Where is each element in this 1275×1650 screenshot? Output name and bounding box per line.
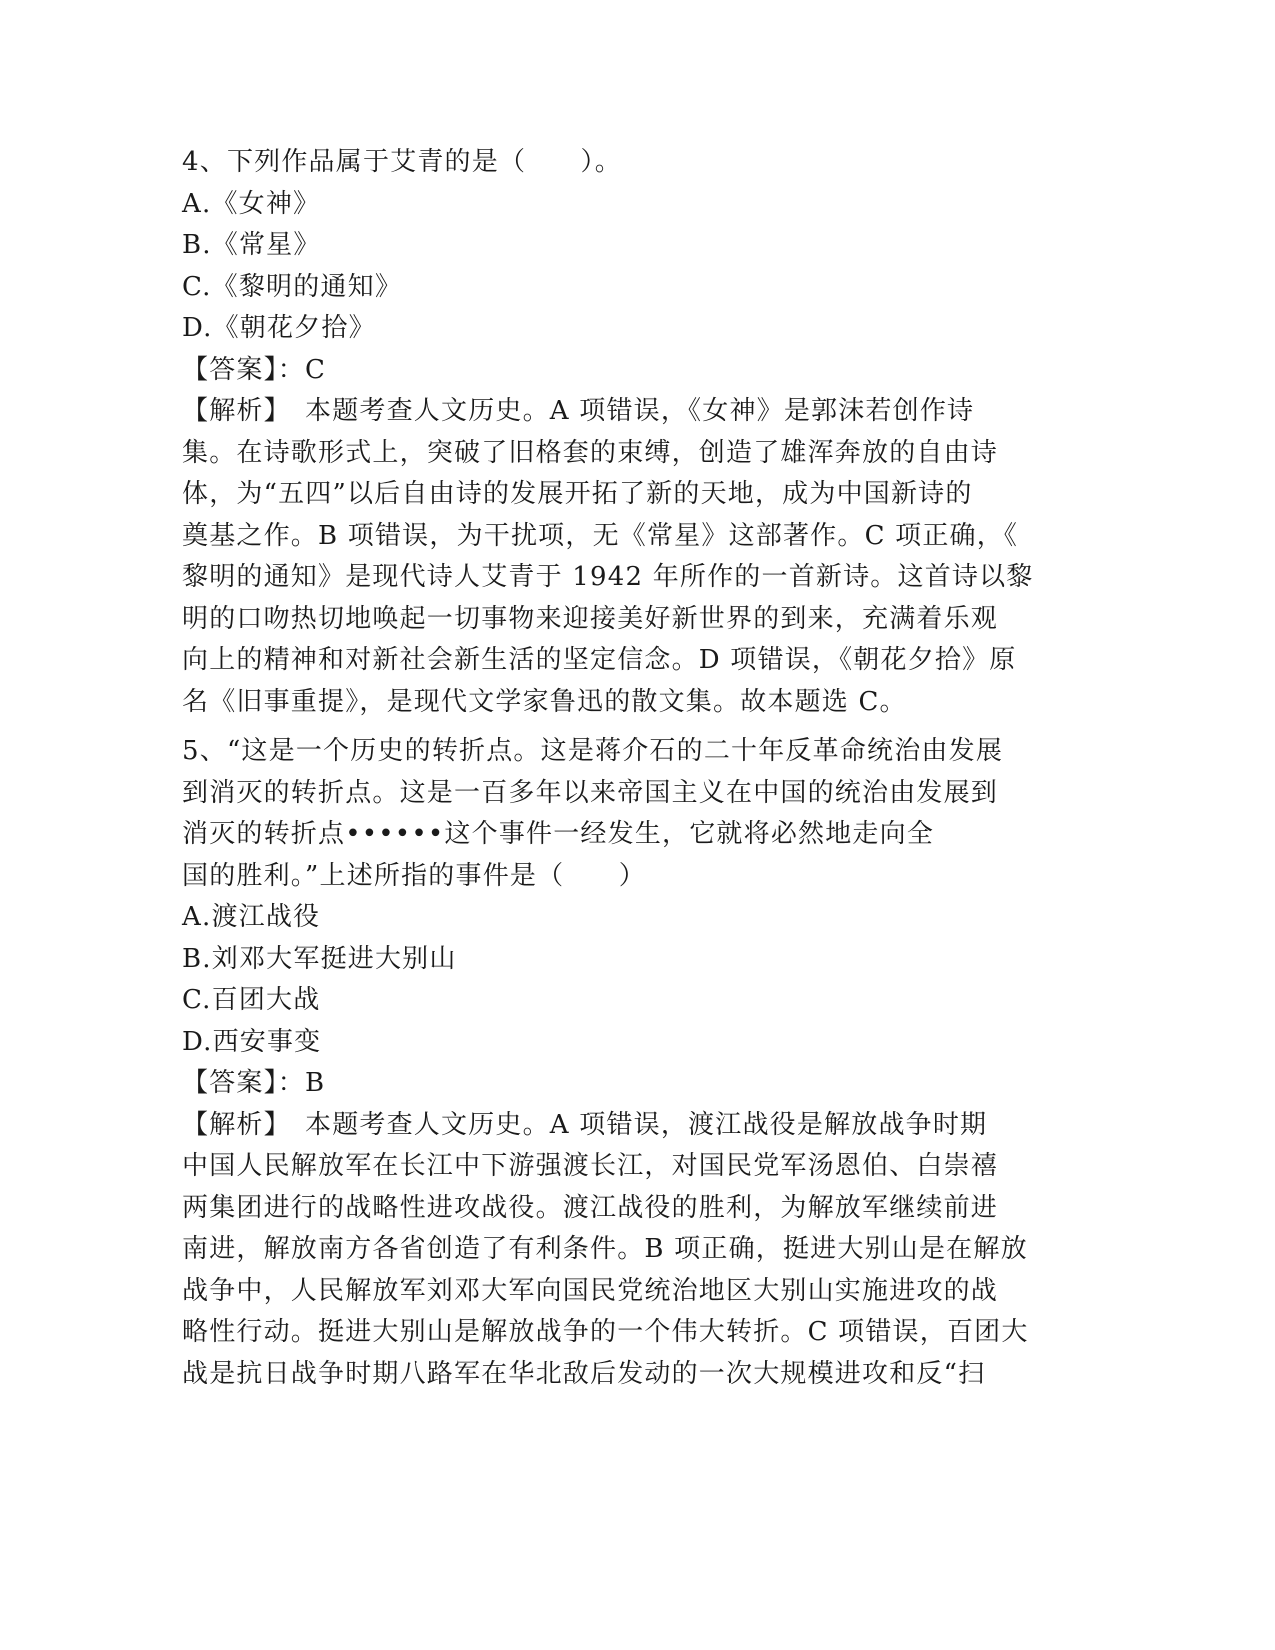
question-stem-line: 5、“这是一个历史的转折点。这是蒋介石的二十年反革命统治由发展 [182,736,1004,766]
analysis-line: 南进，解放南方各省创造了有利条件。B 项正确，挺进大别山是在解放 [182,1234,1028,1264]
option-b: B.刘邓大军挺进大别山 [182,943,457,974]
question-stem: 4、下列作品属于艾青的是（ ）。 [182,147,622,177]
option-b: B.《常星》 [182,230,321,260]
analysis-line: 【解析】 本题考查人文历史。A 项错误，渡江战役是解放战争时期 [182,1109,988,1140]
option-c: C.百团大战 [182,985,321,1015]
answer-line: 【答案】：C [182,354,327,385]
question-stem-line: 国的胜利。”上述所指的事件是（ ） [182,860,646,891]
analysis-line: 体，为“五四”以后自由诗的发展开拓了新的天地，成为中国新诗的 [182,479,973,509]
question-stem-line: 到消灭的转折点。这是一百多年以来帝国主义在中国的统治由发展到 [182,777,999,808]
question-5 [182,731,1082,1395]
question-4 [182,142,1082,723]
analysis-line: 略性行动。挺进大别山是解放战争的一个伟大转折。C 项错误，百团大 [182,1317,1029,1347]
analysis-line: 【解析】 本题考查人文历史。A 项错误，《女神》是郭沫若创作诗 [182,396,975,426]
analysis-line: 明的口吻热切地唤起一切事物来迎接美好新世界的到来，充满着乐观 [182,603,999,634]
analysis-line: 向上的精神和对新社会新生活的坚定信念。D 项错误，《朝花夕拾》原 [182,645,1017,675]
question-stem-line: 消灭的转折点••••••这个事件一经发生，它就将必然地走向全 [182,819,935,849]
option-d: D.西安事变 [182,1026,322,1057]
question-gap [182,723,1082,731]
option-a: A.渡江战役 [182,902,321,932]
analysis-line: 奠基之作。B 项错误，为干扰项，无《常星》这部著作。C 项正确，《 [182,520,1019,551]
analysis-line: 中国人民解放军在长江中下游强渡长江，对国民党军汤恩伯、白崇禧 [182,1151,999,1181]
analysis-line: 名《旧事重提》，是现代文学家鲁迅的散文集。故本题选 C。 [182,686,907,717]
analysis-line: 两集团进行的战略性进攻战役。渡江战役的胜利，为解放军继续前进 [182,1192,999,1223]
option-c: C.《黎明的通知》 [182,271,403,302]
option-d: D.《朝花夕拾》 [182,313,376,343]
analysis-line: 集。在诗歌形式上，突破了旧格套的束缚，创造了雄浑奔放的自由诗 [182,437,999,468]
analysis-line: 战是抗日战争时期八路军在华北敌后发动的一次大规模进攻和反“扫 [182,1358,986,1389]
option-a: A.《女神》 [182,188,321,219]
analysis-line: 战争中，人民解放军刘邓大军向国民党统治地区大别山实施进攻的战 [182,1275,999,1306]
document-page [182,142,1082,1395]
analysis-line: 黎明的通知》是现代诗人艾青于 1942 年所作的一首新诗。这首诗以黎 [182,562,1034,592]
answer-line: 【答案】：B [182,1068,326,1098]
